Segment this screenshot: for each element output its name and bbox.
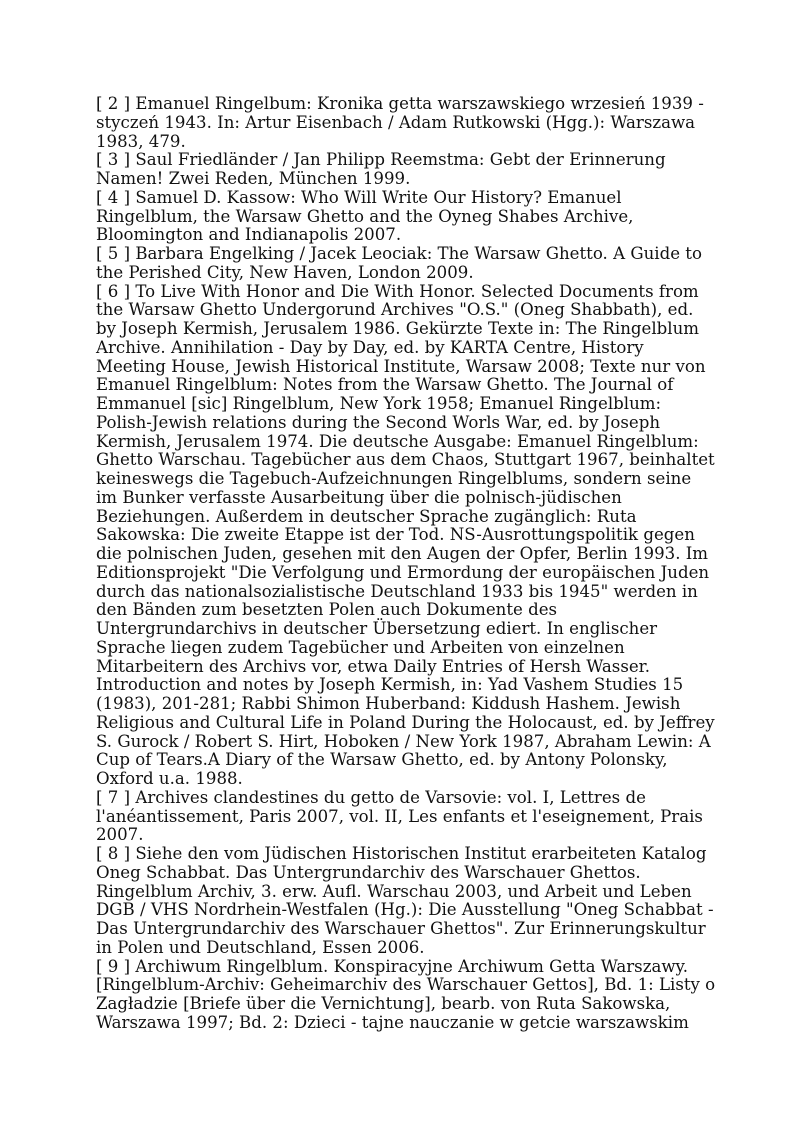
footnote-8: [ 8 ] Siehe den vom Jüdischen Historischen Institut erarbeiteten Katalog Oneg Schabbat. Das Untergrundarchiv des Warschauer Ghettos. Ringelblum Archiv, 3. erw. Aufl. Warschau 2003, und Arbeit und Leben DGB / VHS Nordrhein-Westfalen (Hg.): Die Ausstellung "Oneg Schabbat - Das Untergrundarchiv des Warschauer Ghettos". Zur Erinnerungskultur in Polen und Deutschland, Essen 2006. bbox=[96, 844, 714, 957]
footnote-3: [ 3 ] Saul Friedländer / Jan Philipp Reemstma: Gebt der Erinnerung Namen! Zwei Reden, München 1999. bbox=[96, 150, 666, 188]
footnote-2: [ 2 ] Emanuel Ringelbum: Kronika getta warszawskiego wrzesień 1939 - styczeń 1943. In: Artur Eisenbach / Adam Rutkowski (Hgg.): Warszawa 1983, 479. bbox=[96, 94, 704, 151]
footnote-4: [ 4 ] Samuel D. Kassow: Who Will Write Our History? Emanuel Ringelblum, the Warsaw Ghetto and the Oyneg Shabes Archive, Bloomington and Indianapolis 2007. bbox=[96, 187, 634, 245]
footnotes-page bbox=[96, 95, 716, 1033]
footnote-7: [ 7 ] Archives clandestines du getto de Varsovie: vol. I, Lettres de l'anéantissement, Paris 2007, vol. II, Les enfants et l'eseignement, Prais 2007. bbox=[96, 787, 703, 845]
footnote-6: [ 6 ] To Live With Honor and Die With Honor. Selected Documents from the Warsaw Ghetto Undergorund Archives "O.S." (Oneg Shabbath), ed. by Joseph Kermish, Jerusalem 1986. Gekürzte Texte in: The Ringelblum Archive. Annihilation - Day by Day, ed. by KARTA Centre, History Meeting House, Jewish Historical Institute, Warsaw 2008; Texte nur von Emanuel Ringelblum: Notes from the Warsaw Ghetto. The Journal of Emmanuel [sic] Ringelblum, New York 1958; Emanuel Ringelblum: Polish-Jewish relations during the Second Worls War, ed. by Joseph Kermish, Jerusalem 1974. Die deutsche Ausgabe: Emanuel Ringelblum: Ghetto Warschau. Tagebücher aus dem Chaos, Stuttgart 1967, beinhaltet keineswegs die Tagebuch-Aufzeichnungen Ringelblums, sondern seine im Bunker verfasste Ausarbeitung über die polnisch-jüdischen Beziehungen. Außerdem in deutscher Sprache zugänglich: Ruta Sakowska: Die zweite Etappe ist der Tod. NS-Ausrottungspolitik gegen die polnischen Juden, gesehen mit den Augen der Opfer, Berlin 1993. Im Editionsprojekt "Die Verfolgung und Ermordung der europäischen Juden durch das nationalsozialistische Deutschland 1933 bis 1945" werden in den Bänden zum besetzten Polen auch Dokumente des Untergrundarchivs in deutscher Übersetzung ediert. In englischer Sprache liegen zudem Tagebücher und Arbeiten von einzelnen Mitarbeitern des Archivs vor, etwa Daily Entries of Hersh Wasser. Introduction and notes by Joseph Kermish, in: Yad Vashem Studies 15 (1983), 201-281; Rabbi Shimon Huberband: Kiddush Hashem. Jewish Religious and Cultural Life in Poland During the Holocaust, ed. by Jeffrey S. Gurock / Robert S. Hirt, Hoboken / New York 1987, Abraham Lewin: A Cup of Tears.A Diary of the Warsaw Ghetto, ed. by Antony Polonsky, Oxford u.a. 1988. bbox=[96, 281, 715, 788]
footnote-5: [ 5 ] Barbara Engelking / Jacek Leociak: The Warsaw Ghetto. A Guide to the Perished City, New Haven, London 2009. bbox=[96, 244, 702, 282]
footnote-9: [ 9 ] Archiwum Ringelblum. Konspiracyjne Archiwum Getta Warszawy. [Ringelblum-Archiv: Geheimarchiv des Warschauer Gettos], Bd. 1: Listy o Zagładzie [Briefe über die Vernichtung], bearb. von Ruta Sakowska, Warszawa 1997; Bd. 2: Dzieci - tajne nauczanie w getcie warszawskim bbox=[96, 956, 716, 1032]
